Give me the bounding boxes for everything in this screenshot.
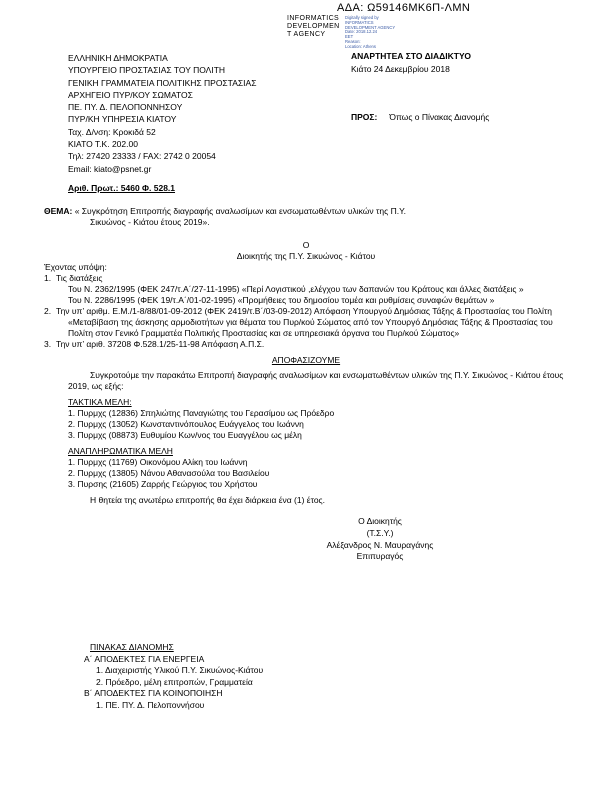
stamp-agency-line: INFORMATICS [287,15,340,22]
distribution-section-b-heading: Β΄ ΑΠΟΔΕΚΤΕΣ ΓΙΑ ΚΟΙΝΟΠΟΙΗΣΗ [84,688,223,699]
stamp-detail-line: INFORMATICS [345,19,374,25]
protocol-number: Αριθ. Πρωτ.: 5460 Φ. 528.1 [68,183,176,193]
decision-heading: ΑΠΟΦΑΣΙΖΟΥΜΕ [271,355,341,365]
regular-member-line: 2. Πυρμχς (13052) Κωνσταντινόπουλος Ευάγγελος του Ιωάννη [68,419,304,429]
distribution-item: 1. Διαχειριστής Υλικού Π.Υ. Σικυώνος-Κιάτου [96,665,264,676]
document-body [44,240,568,562]
sender-line-republic: ΕΛΛΗΝΙΚΗ ΔΗΜΟΚΡΑΤΙΑ [68,53,168,63]
recipient-value: Όπως ο Πίνακας Διανομής [389,112,490,122]
document-date: Κιάτο 24 Δεκεμβρίου 2018 [351,64,450,74]
stamp-signature-details [345,15,415,50]
consideration-subitem: Του Ν. 2362/1995 (ΦΕΚ 247/τ.Α΄/27-11-1995) «Περί Λογιστικού ,ελέγχου των δαπανών του Κράτους και άλλες διατάξεις » [68,284,524,294]
sender-line-postal: ΚΙΑΤΟ Τ.Κ. 202.00 [68,139,138,150]
issuer-title: Διοικητής της Π.Υ. Σικυώνος - Κιάτου [236,251,376,261]
having-regard-label: Έχοντας υπόψη: [44,262,107,272]
distribution-item: 1. ΠΕ. ΠΥ. Δ. Πελοποννήσου [96,699,205,710]
stamp-detail-line: DEVELOPMENT AGENCY [345,24,396,30]
digital-signature-stamp [287,15,415,50]
consideration-number: 1. [44,273,52,283]
sender-line-headquarters: ΑΡΧΗΓΕΙΟ ΠΥΡ/ΚΟΥ ΣΩΜΑΤΟΣ [68,89,193,100]
posting-notice: ΑΝΑΡΤΗΤΕΑ ΣΤΟ ΔΙΑΔΙΚΤΥΟ [351,51,471,61]
subject-label: ΘΕΜΑ: [44,206,73,216]
consideration-text: Τις διατάξεις [56,273,103,283]
stamp-detail-line: Location: Athens [345,43,376,49]
sender-line-region: ΠΕ. ΠΥ. Δ. ΠΕΛΟΠΟΝΝΗΣΟΥ [68,102,183,113]
subject-text-1: « Συγκρότηση Επιτροπής διαγραφής αναλωσίμων και ενσωματωθέντων υλικών της Π.Υ. [74,206,407,216]
sender-line-ministry: ΥΠΟΥΡΓΕΙΟ ΠΡΟΣΤΑΣΙΑΣ ΤΟΥ ΠΟΛΙΤΗ [68,65,226,76]
recipient-block [351,112,489,123]
stamp-detail-line: Digitally signed by [345,15,379,20]
alternate-members-heading: ΑΝΑΠΛΗΡΩΜΑΤΙΚΑ ΜΕΛΗ [68,446,173,456]
sender-line-phone-fax: Τηλ: 27420 23333 / FAX: 2742 0 20054 [68,151,216,162]
alternate-member-line: 2. Πυρμχς (13805) Νάνου Αθανασούλα του Βασιλείου [68,468,270,478]
stamp-agency-name [287,15,345,50]
sender-line-secretariat: ΓΕΝΙΚΗ ΓΡΑΜΜΑΤΕΙΑ ΠΟΛΙΤΙΚΗΣ ΠΡΟΣΤΑΣΙΑΣ [68,77,257,88]
stamp-agency-line: T AGENCY [287,31,326,38]
distribution-section-a-heading: Α΄ ΑΠΟΔΕΚΤΕΣ ΓΙΑ ΕΝΕΡΓΕΙΑ [84,653,205,664]
signer-rank: Επιπυραγός [356,551,404,561]
signature-seal-note: (Τ.Σ.Υ.) [366,528,394,538]
subject-text-2: Σικυώνος - Κιάτου έτους 2019». [90,217,210,227]
sender-letterhead [68,52,256,175]
distribution-heading: ΠΙΝΑΚΑΣ ΔΙΑΝΟΜΗΣ [90,642,174,652]
issuer-article: Ο [302,240,310,250]
consideration-text: Την υπ’ αριθμ. Ε.Μ./1-8/88/01-09-2012 (ΦΕΚ 2419/τ.Β΄/03-09-2012) Απόφαση Υπουργού Δημόσιας Τάξης & Προστασίας του Πολίτη «Μεταβίβαση της άσκησης αρμοδιοτήτων για θέματα του Πυρ/κού Σώματος από τον Υπουργό Δημόσιας Τάξης & Προστασίας του Πολίτη στον Γενικό Γραμματέα Πολιτικής Προστασίας και σε υπηρεσιακά όργανα του Πυρ/κού Σώματος» [56,306,553,338]
term-note: Η θητεία της ανωτέρω επιτροπής θα έχει διάρκεια ένα (1) έτος. [90,495,326,505]
stamp-detail-line: EET [345,34,354,40]
regular-member-line: 3. Πυρμχς (08873) Ευθυμίου Κων/νος του Ευαγγέλου ως μέλη [68,430,302,440]
alternate-member-line: 1. Πυρμχς (11769) Οικονόμου Αλίκη του Ιωάννη [68,457,248,467]
alternate-member-line: 3. Πυρσης (21605) Ζαρρής Γεώργιος του Χρήστου [68,479,258,489]
regular-member-line: 1. Πυρμχς (12836) Σπηλιώτης Παναγιώτης του Γερασίμου ως Πρόεδρο [68,408,335,418]
sender-line-address: Ταχ. Δ/νση: Κροκιδά 52 [68,126,156,137]
consideration-number: 2. [44,306,52,316]
consideration-item-1 [44,273,568,284]
stamp-agency-line: DEVELOPMEN [287,23,340,30]
consideration-item-3 [44,339,568,350]
consideration-item-2 [44,306,568,339]
regular-members-heading: ΤΑΚΤΙΚΑ ΜΕΛΗ: [68,397,132,407]
subject-line-1 [44,206,574,217]
decision-paragraph: Συγκροτούμε την παρακάτω Επιτροπή διαγραφής αναλωσίμων και ενσωματωθέντων υλικών της Π.Υ. Σικυώνος - Κιάτου έτους 2019, ως εξής: [68,370,564,391]
stamp-detail-line: Reason: [345,38,361,44]
consideration-subitem: Του Ν. 2286/1995 (ΦΕΚ 19/τ.Α΄/01-02-1995) «Προμήθειες του δημοσίου τομέα και ρυθμίσεις συναφών θεμάτων » [68,295,495,305]
distribution-item: 2. Πρόεδρο, μέλη επιτροπών, Γραμματεία [96,676,253,687]
ada-number: ΑΔΑ: Ω59146ΜΚ6Π-ΛΜΝ [337,2,471,14]
consideration-number: 3. [44,339,52,349]
consideration-text: Την υπ’ αριθ. 37208 Φ.528.1/25-11-98 Απόφαση Α.Π.Σ. [56,339,265,349]
stamp-detail-line: Date: 2018.12.24 [345,29,378,35]
subject-block [44,206,574,228]
signer-title: Ο Διοικητής [358,516,402,526]
sender-line-email: Email: kiato@psnet.gr [68,163,152,174]
sender-line-service: ΠΥΡ/ΚΗ ΥΠΗΡΕΣΙΑ ΚΙΑΤΟΥ [68,114,177,125]
distribution-list [84,642,263,712]
signature-block [300,516,460,562]
recipient-label: ΠΡΟΣ: [351,112,378,122]
signer-name: Αλέξανδρος Ν. Μαυραγάνης [326,540,434,550]
